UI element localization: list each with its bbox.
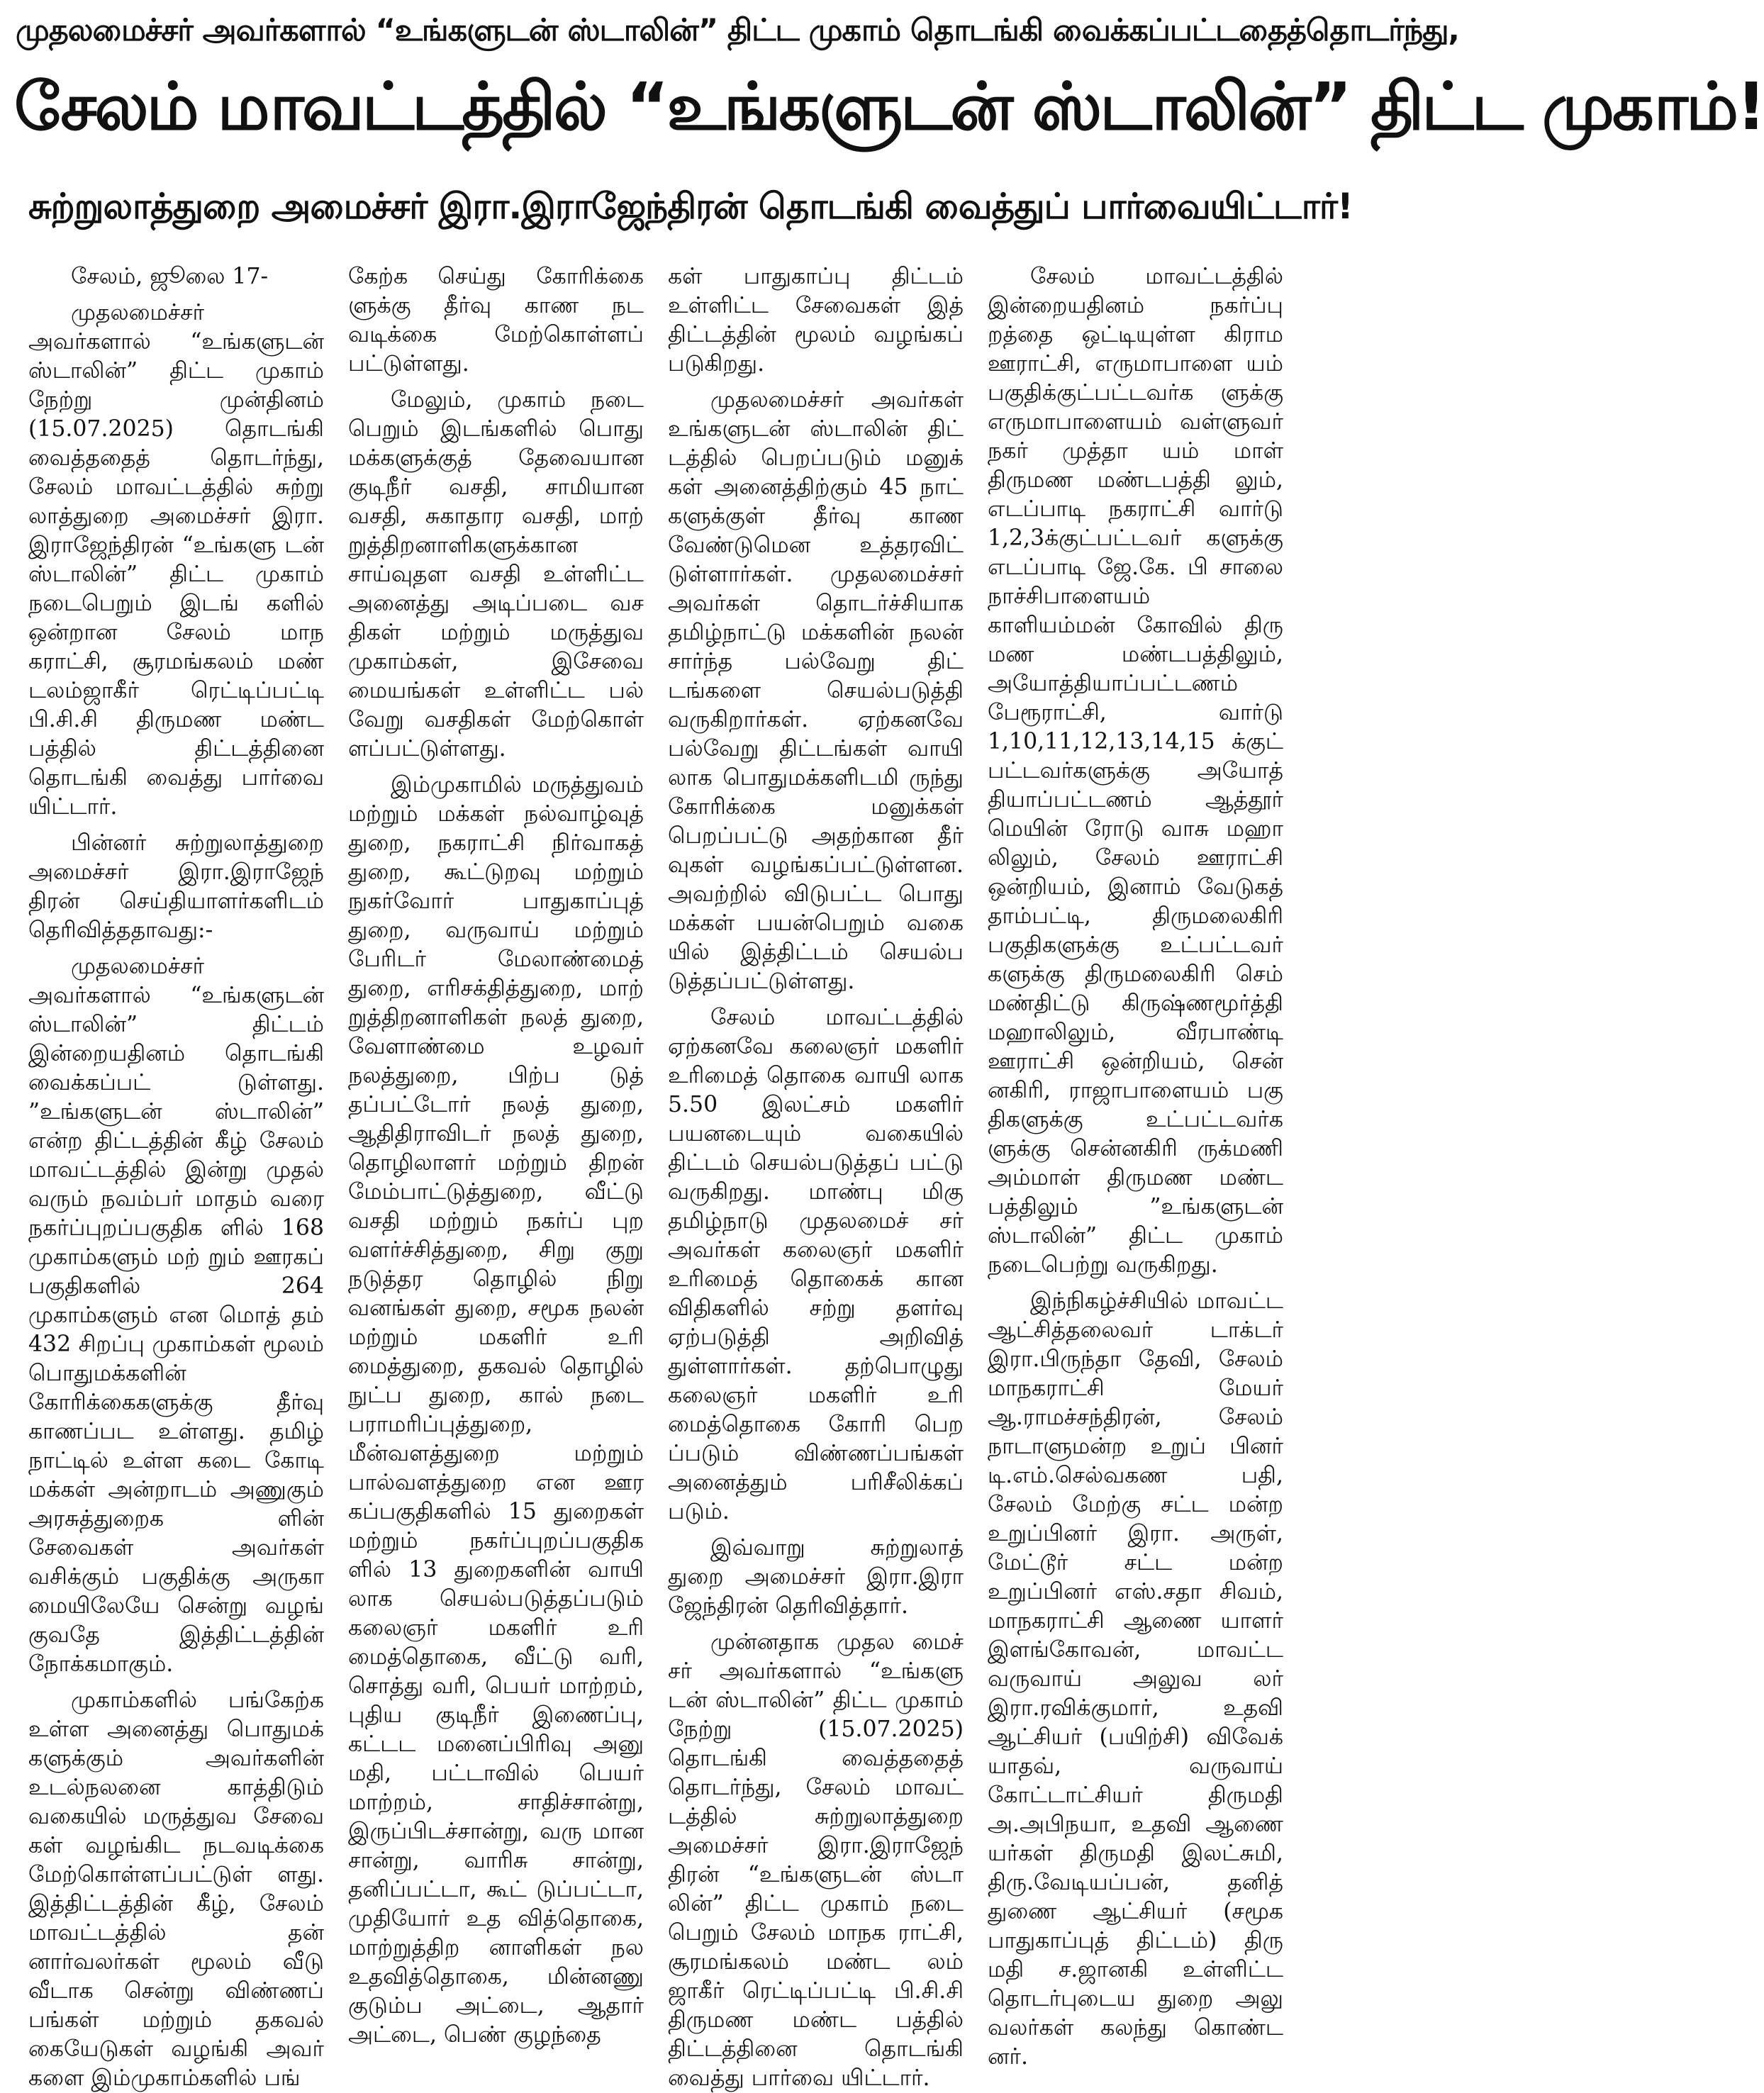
headline: சேலம் மாவட்டத்தில் “உங்களுடன் ஸ்டாலின்” திட்ட முகாம்! <box>14 69 1764 145</box>
subheadline: சுற்றுலாத்துறை அமைச்சர் இரா.இராஜேந்திரன் தொடங்கி வைத்துப் பார்வையிட்டார்! <box>28 186 1353 227</box>
paragraph: முதலமைச்சர் அவர்கள் உங்களுடன் ஸ்டாலின் திட் டத்தில் பெறப்படும் மனுக் கள் அனைத்திற்கும் 45 நாட் களுக்குள் தீர்வு காண வேண்டுமென உத்தரவிட் டுள்ளார்கள். முதலமைச்சர் அவர்கள் தொடர்ச்சியாக தமிழ்நாட்டு மக்களின் நலன் சார்ந்த பல்வேறு திட் டங்களை செயல்படுத்தி வருகிறார்கள். ஏற்கனவே பல்வேறு திட்டங்கள் வாயி லாக பொதுமக்களிடமி ருந்து கோரிக்கை மனுக்கள் பெறப்பட்டு அதற்கான தீர் வுகள் வழங்கப்பட்டுள்ளன. அவற்றில் விடுபட்ட பொது மக்கள் பயன்பெறும் வகை யில் இத்திட்டம் செயல்ப டுத்தப்பட்டுள்ளது. <box>668 387 964 994</box>
paragraph: பின்னர் சுற்றுலாத்துறை அமைச்சர் இரா.இராஜேந் திரன் செய்தியாளர்களிடம் தெரிவித்ததாவது:- <box>28 830 324 943</box>
paragraph: முதலமைச்சர் அவர்களால் “உங்களுடன் ஸ்டாலின்” திட்ட முகாம் நேற்று முன்தினம் (15.07.2025) தொடங்கி வைத்ததைத் தொடர்ந்து, சேலம் மாவட்டத்தில் சுற்று லாத்துறை அமைச்சர் இரா. இராஜேந்திரன் “உங்களு டன் ஸ்டாலின்” திட்ட முகாம் நடைபெறும் இடங் களில் ஒன்றான சேலம் மாந கராட்சி, சூரமங்கலம் மண் டலம்ஜாகீர் ரெட்டிப்பட்டி பி.சி.சி திருமண மண்ட பத்தில் திட்டத்தினை தொடங்கி வைத்து பார்வை யிட்டார். <box>28 300 324 820</box>
article-column-4 <box>988 262 1283 2070</box>
article-column-1 <box>28 262 324 2091</box>
paragraph: முகாம்களில் பங்கேற்க உள்ள அனைத்து பொதுமக் களுக்கும் அவர்களின் உடல்நலனை காத்திடும் வகையில் மருத்துவ சேவை கள் வழங்கிட நடவடிக்கை மேற்கொள்ளப்பட்டுள் ளது. இத்திட்டத்தின் கீழ், சேலம் மாவட்டத்தில் தன் னார்வலர்கள் மூலம் வீடு வீடாக சென்று விண்ணப் பங்கள் மற்றும் தகவல் கையேடுகள் வழங்கி அவர் களை இம்முகாம்களில் பங் <box>28 1687 324 2091</box>
article-body <box>28 262 1283 2091</box>
paragraph: முன்னதாக முதல மைச் சர் அவர்களால் “உங்களு டன் ஸ்டாலின்” திட்ட முகாம் நேற்று (15.07.2025) தொடங்கி வைத்ததைத் தொடர்ந்து, சேலம் மாவட் டத்தில் சுற்றுலாத்துறை அமைச்சர் இரா.இராஜேந் திரன் “உங்களுடன் ஸ்டா லின்” திட்ட முகாம் நடை பெறும் சேலம் மாநக ராட்சி, சூரமங்கலம் மண்ட லம் ஜாகீர் ரெட்டிப்பட்டி பி.சி.சி திருமண மண்ட பத்தில் திட்டத்தினை தொடங்கி வைத்து பார்வை யிட்டார். <box>668 1629 964 2091</box>
article-column-3 <box>668 262 964 2091</box>
kicker-line: முதலமைச்சர் அவர்களால் “உங்களுடன் ஸ்டாலின்” திட்ட முகாம் தொடங்கி வைக்கப்பட்டதைத்தொடர்ந்து, <box>16 13 1459 48</box>
paragraph: இவ்வாறு சுற்றுலாத் துறை அமைச்சர் இரா.இரா ஜேந்திரன் தெரிவித்தார். <box>668 1535 964 1619</box>
paragraph: கள் பாதுகாப்பு திட்டம் உள்ளிட்ட சேவைகள் இத் திட்டத்தின் மூலம் வழங்கப் படுகிறது. <box>668 264 964 376</box>
paragraph: இம்முகாமில் மருத்துவம் மற்றும் மக்கள் நல்வாழ்வுத் துறை, நகராட்சி நிர்வாகத் துறை, கூட்டுறவு மற்றும் நுகர்வோர் பாதுகாப்புத் துறை, வருவாய் மற்றும் பேரிடர் மேலாண்மைத் துறை, எரிசக்தித்துறை, மாற் றுத்திறனாளிகள் நலத் துறை, வேளாண்மை உழவர் நலத்துறை, பிற்ப டுத் தப்பட்டோர் நலத் துறை, ஆதிதிராவிடர் நலத் துறை, தொழிலாளர் மற்றும் திறன் மேம்பாட்டுத்துறை, வீட்டு வசதி மற்றும் நகர்ப் புற வளர்ச்சித்துறை, சிறு குறு நடுத்தர தொழில் நிறு வனங்கள் துறை, சமூக நலன் மற்றும் மகளிர் உரி மைத்துறை, தகவல் தொழில் நுட்ப துறை, கால் நடை பராமரிப்புத்துறை, மீன்வளத்துறை மற்றும் பால்வளத்துறை என ஊர கப்பகுதிகளில் 15 துறைகள் மற்றும் நகர்ப்புறப்பகுதிக ளில் 13 துறைகளின் வாயி லாக செயல்படுத்தப்படும் கலைஞர் மகளிர் உரி மைத்தொகை, வீட்டு வரி, சொத்து வரி, பெயர் மாற்றம், புதிய குடிநீர் இணைப்பு, கட்டட மனைப்பிரிவு அனு மதி, பட்டாவில் பெயர் மாற்றம், சாதிச்சான்று, இருப்பிடச்சான்று, வரு மான சான்று, வாரிசு சான்று, தனிப்பட்டா, கூட் டுப்பட்டா, முதியோர் உத வித்தொகை, மாற்றுத்திற னாளிகள் நல உதவித்தொகை, மின்னணு குடும்ப அட்டை, ஆதார் அட்டை, பெண் குழந்தை <box>348 772 644 2048</box>
article-column-2 <box>348 262 644 2049</box>
paragraph: கேற்க செய்து கோரிக்கை ளுக்கு தீர்வு காண நட வடிக்கை மேற்கொள்ளப் பட்டுள்ளது. <box>348 264 644 376</box>
paragraph: சேலம் மாவட்டத்தில் இன்றையதினம் நகர்ப்பு றத்தை ஒட்டியுள்ள கிராம ஊராட்சி, எருமாபாளை யம் பகுதிக்குட்பட்டவர்க ளுக்கு எருமாபாளையம் வள்ளுவர் நகர் முத்தா யம் மாள் திருமண மண்டபத்தி லும், எடப்பாடி நகராட்சி வார்டு 1,2,3க்குட்பட்டவர் களுக்கு எடப்பாடி ஜே.கே. பி சாலை நாச்சிபாளையம் காளியம்மன் கோவில் திரு மண மண்டபத்திலும், அயோத்தியாப்பட்டணம் பேரூராட்சி, வார்டு 1,10,11,12,13,14,15 க்குட் பட்டவர்களுக்கு அயோத் தியாப்பட்டணம் ஆத்தூர் மெயின் ரோடு வாசு மஹா லிலும், சேலம் ஊராட்சி ஒன்றியம், இனாம் வேடுகத் தாம்பட்டி, திருமலைகிரி பகுதிகளுக்கு உட்பட்டவர் களுக்கு திருமலைகிரி செம் மண்திட்டு கிருஷ்ணமூர்த்தி மஹாலிலும், வீரபாண்டி ஊராட்சி ஒன்றியம், சென் னகிரி, ராஜாபாளையம் பகு திகளுக்கு உட்பட்டவர்க ளுக்கு சென்னகிரி ருக்மணி அம்மாள் திருமண மண்ட பத்திலும் ”உங்களுடன் ஸ்டாலின்” திட்ட முகாம் நடைபெற்று வருகிறது. <box>988 264 1283 1278</box>
paragraph: மேலும், முகாம் நடை பெறும் இடங்களில் பொது மக்களுக்குத் தேவையான குடிநீர் வசதி, சாமியான வசதி, சுகாதார வசதி, மாற் றுத்திறனாளிகளுக்கான சாய்வுதள வசதி உள்ளிட்ட அனைத்து அடிப்படை வச திகள் மற்றும் மருத்துவ முகாம்கள், இசேவை மையங்கள் உள்ளிட்ட பல் வேறு வசதிகள் மேற்கொள் ளப்பட்டுள்ளது. <box>348 387 644 761</box>
paragraph: சேலம் மாவட்டத்தில் ஏற்கனவே கலைஞர் மகளிர் உரிமைத் தொகை வாயி லாக 5.50 இலட்சம் மகளிர் பயனடையும் வகையில் திட்டம் செயல்படுத்தப் பட்டு வருகிறது. மாண்பு மிகு தமிழ்நாடு முதலமைச் சர் அவர்கள் கலைஞர் மகளிர் உரிமைத் தொகைக் கான விதிகளில் சற்று தளர்வு ஏற்படுத்தி அறிவித் துள்ளார்கள். தற்பொழுது கலைஞர் மகளிர் உரி மைத்தொகை கோரி பெற ப்படும் விண்ணப்பங்கள் அனைத்தும் பரிசீலிக்கப் படும். <box>668 1005 964 1524</box>
paragraph: இந்நிகழ்ச்சியில் மாவட்ட ஆட்சித்தலைவர் டாக்டர் இரா.பிருந்தா தேவி, சேலம் மாநகராட்சி மேயர் ஆ.ராமச்சந்திரன், சேலம் நாடாளுமன்ற உறுப் பினர் டி.எம்.செல்வகண பதி, சேலம் மேற்கு சட்ட மன்ற உறுப்பினர் இரா. அருள், மேட்டூர் சட்ட மன்ற உறுப்பினர் எஸ்.சதா சிவம், மாநகராட்சி ஆணை யாளர் இளங்கோவன், மாவட்ட வருவாய் அலுவ லர் இரா.ரவிக்குமார், உதவி ஆட்சியர் (பயிற்சி) விவேக் யாதவ், வருவாய் கோட்டாட்சியர் திருமதி அ.அபிநயா, உதவி ஆணை யர்கள் திருமதி இலட்சுமி, திரு.வேடியப்பன், தனித் துணை ஆட்சியர் (சமூக பாதுகாப்புத் திட்டம்) திரு மதி ச.ஜானகி உள்ளிட்ட தொடர்புடைய துறை அலு வலர்கள் கலந்து கொண்ட னர். <box>988 1288 1283 2070</box>
paragraph: முதலமைச்சர் அவர்களால் “உங்களுடன் ஸ்டாலின்” திட்டம் இன்றையதினம் தொடங்கி வைக்கப்பட் டுள்ளது. ”உங்களுடன் ஸ்டாலின்” என்ற திட்டத்தின் கீழ் சேலம் மாவட்டத்தில் இன்று முதல் வரும் நவம்பர் மாதம் வரை நகர்ப்புறப்பகுதிக ளில் 168 முகாம்களும் மற் றும் ஊரகப் பகுதிகளில் 264 முகாம்களும் என மொத் தம் 432 சிறப்பு முகாம்கள் மூலம் பொதுமக்களின் கோரிக்கைகளுக்கு தீர்வு காணப்பட உள்ளது. தமிழ் நாட்டில் உள்ள கடை கோடி மக்கள் அன்றாடம் அணுகும் அரசுத்துறைக ளின் சேவைகள் அவர்கள் வசிக்கும் பகுதிக்கு அருகா மையிலேயே சென்று வழங் குவதே இத்திட்டத்தின் நோக்கமாகும். <box>28 954 324 1677</box>
paragraph: சேலம், ஜூலை 17- <box>71 264 269 289</box>
